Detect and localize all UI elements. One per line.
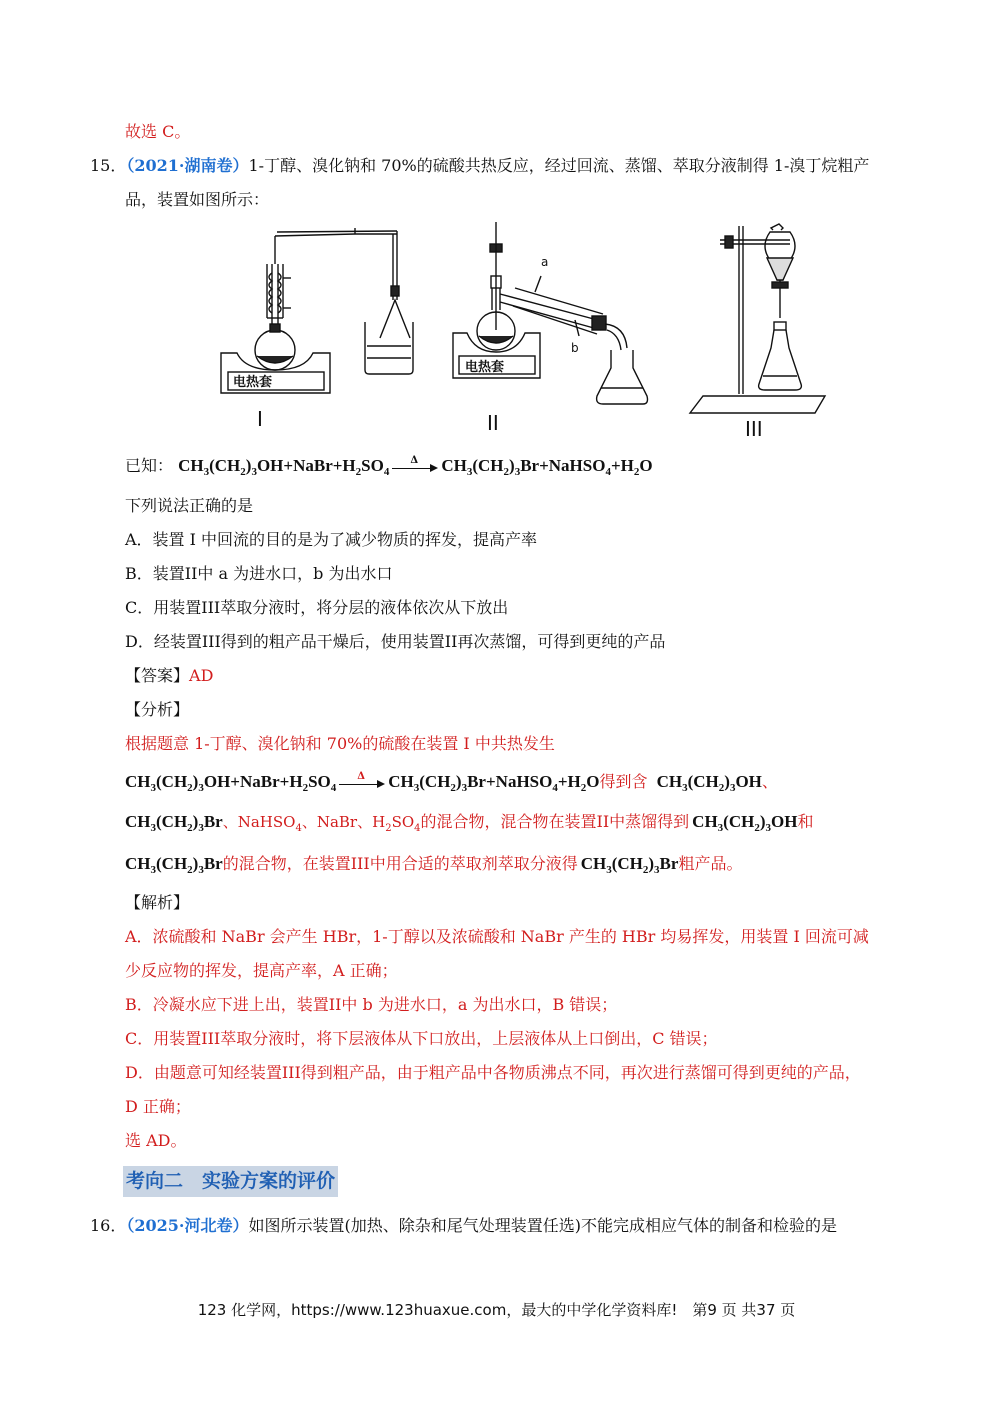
apparatus-1-reflux (221, 228, 413, 393)
explain-line2: 少反应物的挥发，提高产率，A 正确； (125, 961, 398, 980)
explain-line3: B．冷凝水应下进上出，装置II中 b 为进水口，a 为出水口，B 错误； (125, 995, 618, 1014)
explain-label: 【解析】 (125, 893, 190, 912)
known-label: 已知： (125, 456, 174, 475)
option-c: C．用装置III萃取分液时，将分层的液体依次从下放出 (125, 598, 509, 617)
analysis-line1: 根据题意 1-丁醇、溴化钠和 70%的硫酸在装置 I 中共热发生 (125, 734, 555, 753)
q16-source: （2025·河北卷） (126, 1216, 249, 1235)
heater-label-2: 电热套 (465, 360, 505, 375)
caption-3: III (745, 417, 763, 438)
analysis-line3: $CH_3(CH_2)_3Br$、NaHSO$_4$、NaBr、$H_2SO_4$的混合物，混合物在装置II中蒸馏得到 $CH_3(CH_2)_3OH$和 (125, 812, 814, 834)
analysis-label: 【分析】 (125, 700, 190, 719)
caption-1: I (257, 407, 263, 431)
answer-label: 【答案】 (125, 666, 190, 685)
explain-line4: C．用装置III萃取分液时，将下层液体从下口放出，上层液体从上口倒出，C 错误； (125, 1029, 718, 1048)
q16-stem-line (90, 1216, 837, 1236)
q15-stem-text1: 1-丁醇、溴化钠和 70%的硫酸共热反应，经过回流、蒸馏、萃取分液制得 1-溴丁烷粗产 (248, 156, 870, 175)
explain-line7: 选 AD。 (125, 1131, 187, 1150)
explain-line1: A．浓硫酸和 NaBr 会产生 HBr，1-丁醇以及浓硫酸和 NaBr 产生的 HBr 均易挥发，用装置 I 回流可减 (125, 927, 869, 946)
apparatus-2-distillation (453, 222, 648, 404)
prev-conclusion: 故选 C。 (125, 122, 191, 141)
analysis-line4: $CH_3(CH_2)_3Br$的混合物，在装置III中用合适的萃取剂萃取分液得 $CH_3(CH_2)_3Br$粗产品。 (125, 854, 743, 876)
q16-number: 16． (90, 1216, 127, 1235)
analysis-line2: $CH_3(CH_2)_3OH+NaBr+H_2SO_4$ Δ $CH_3(CH_2)_3Br+NaHSO_4+H_2O$得到含 $CH_3(CH_2)_3OH$、 (125, 770, 778, 794)
q15-stem-line1 (90, 156, 869, 176)
explain-line6: D 正确； (125, 1097, 191, 1116)
q16-stem-text: 如图所示装置(加热、除杂和尾气处理装置任选)不能完成相应气体的制备和检验的是 (248, 1216, 837, 1235)
page-footer: 123 化学网，https://www.123huaxue.com，最大的中学化学资料库! 第9 页 共37 页 (197, 1301, 796, 1319)
answer-value: AD (189, 666, 214, 685)
caption-2: II (487, 411, 499, 435)
option-b: B．装置II中 a 为进水口，b 为出水口 (125, 564, 393, 583)
section-title: 考向二 实验方案的评价 (123, 1166, 338, 1197)
heater-label-1: 电热套 (233, 375, 273, 390)
apparatus-figure (215, 218, 835, 438)
answer-line (125, 666, 213, 686)
apparatus-3-separatory (690, 224, 825, 413)
reaction-arrow: Δ (392, 460, 438, 474)
known-equation-line (125, 456, 653, 476)
option-a: A．装置 I 中回流的目的是为了减少物质的挥发，提高产率 (125, 530, 538, 549)
explain-line5: D．由题意可知经装置III得到粗产品，由于粗产品中各物质沸点不同，再次进行蒸馏可得到更纯的产品， (125, 1063, 861, 1082)
q15-stem-line2: 品，装置如图所示： (125, 190, 270, 209)
outlet-label-b: b (571, 341, 579, 355)
option-d: D．经装置III得到的粗产品干燥后，使用装置II再次蒸馏，可得到更纯的产品 (125, 632, 666, 651)
q15-prompt: 下列说法正确的是 (125, 496, 254, 515)
equation-left: $CH_3(CH_2)_3OH+NaBr+H_2SO_4$ (178, 456, 390, 478)
q15-number: 15． (90, 156, 127, 175)
q15-source: （2021·湖南卷） (126, 156, 249, 175)
analysis-equation: $CH_3(CH_2)_3OH+NaBr+H_2SO_4$ (125, 772, 337, 794)
equation-right: $CH_3(CH_2)_3Br+NaHSO_4+H_2O$ (441, 456, 653, 478)
inlet-label-a: a (541, 255, 549, 269)
analysis-arrow: Δ (339, 776, 385, 790)
